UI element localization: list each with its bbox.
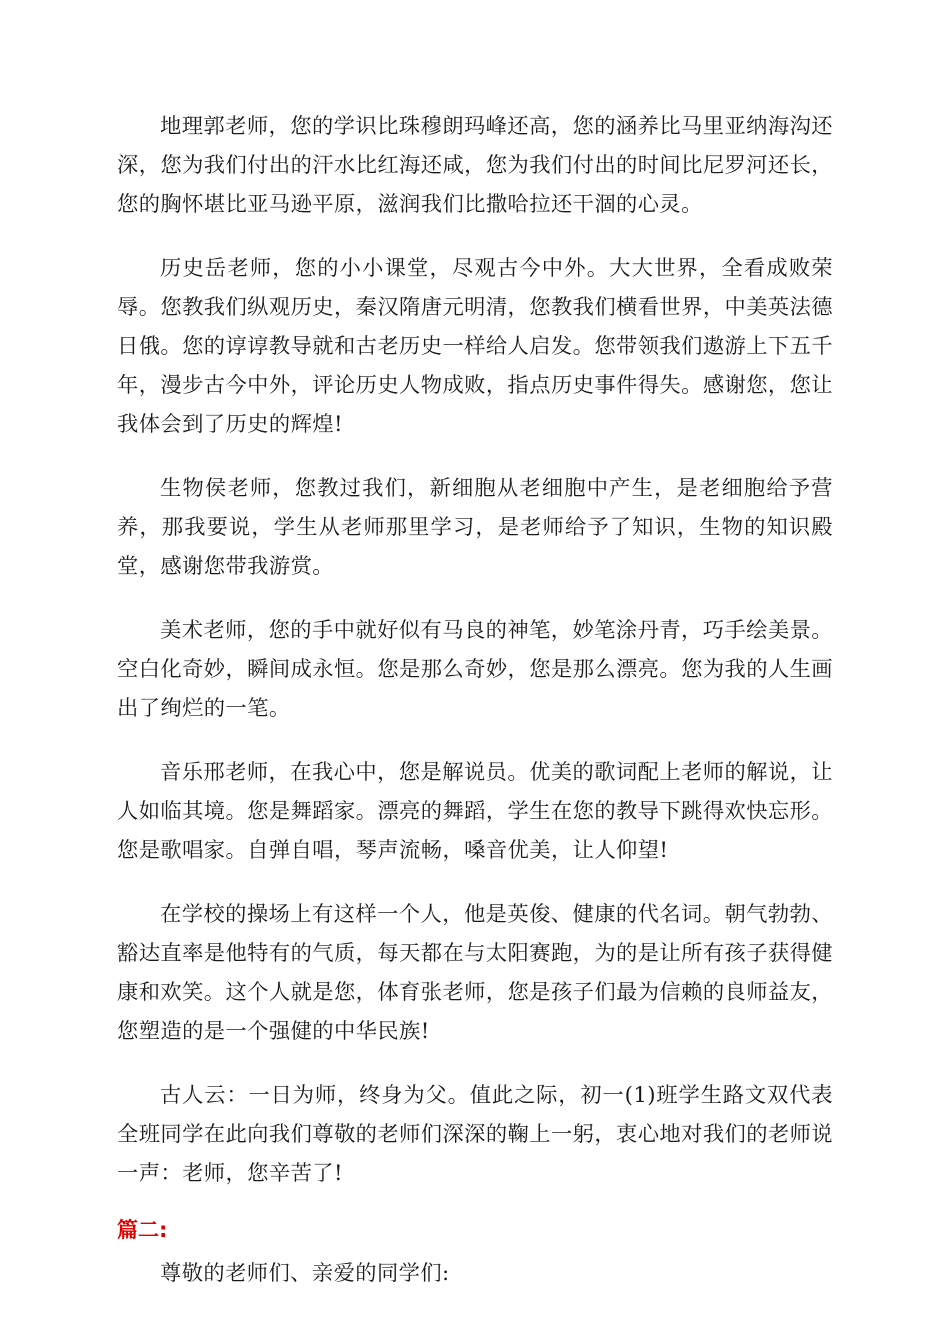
paragraph-music-teacher: 音乐邢老师，在我心中，您是解说员。优美的歌词配上老师的解说，让人如临其境。您是舞蹈家。漂亮的舞蹈，学生在您的教导下跳得欢快忘形。您是歌唱家。自弹自唱，琴声流畅，嗓音优美，让人仰望! <box>117 760 834 863</box>
paragraph-art-teacher: 美术老师，您的手中就好似有马良的神笔，妙笔涂丹青，巧手绘美景。空白化奇妙，瞬间成永恒。您是那么奇妙，您是那么漂亮。您为我的人生画出了绚烂的一笔。 <box>117 618 834 721</box>
paragraph-history-teacher: 历史岳老师，您的小小课堂，尽观古今中外。大大世界，全看成败荣辱。您教我们纵观历史，秦汉隋唐元明清，您教我们横看世界，中美英法德日俄。您的谆谆教导就和古老历史一样给人启发。您带领我们遨游上下五千年，漫步古今中外，评论历史人物成败，指点历史事件得失。感谢您，您让我体会到了历史的辉煌! <box>117 256 834 437</box>
paragraph-pe-teacher: 在学校的操场上有这样一个人，他是英俊、健康的代名词。朝气勃勃、豁达直率是他特有的气质，每天都在与太阳赛跑，为的是让所有孩子获得健康和欢笑。这个人就是您，体育张老师，您是孩子们最为信赖的良师益友，您塑造的是一个强健的中华民族! <box>117 902 834 1044</box>
section-heading: 篇二: <box>117 1218 168 1242</box>
salutation-line: 尊敬的老师们、亲爱的同学们: <box>160 1261 450 1286</box>
paragraph-closing: 古人云：一日为师，终身为父。值此之际，初一(1)班学生路文双代表全班同学在此向我们尊敬的老师们深深的鞠上一躬，衷心地对我们的老师说一声：老师，您辛苦了! <box>117 1083 834 1186</box>
paragraph-biology-teacher: 生物侯老师，您教过我们，新细胞从老细胞中产生，是老细胞给予营养，那我要说，学生从老师那里学习，是老师给予了知识，生物的知识殿堂，感谢您带我游赏。 <box>117 476 833 579</box>
paragraph-geography-teacher: 地理郭老师，您的学识比珠穆朗玛峰还高，您的涵养比马里亚纳海沟还深，您为我们付出的汗水比红海还咸，您为我们付出的时间比尼罗河还长，您的胸怀堪比亚马逊平原，滋润我们比撒哈拉还干涸的心灵。 <box>117 114 834 217</box>
document-body <box>117 107 833 1293</box>
